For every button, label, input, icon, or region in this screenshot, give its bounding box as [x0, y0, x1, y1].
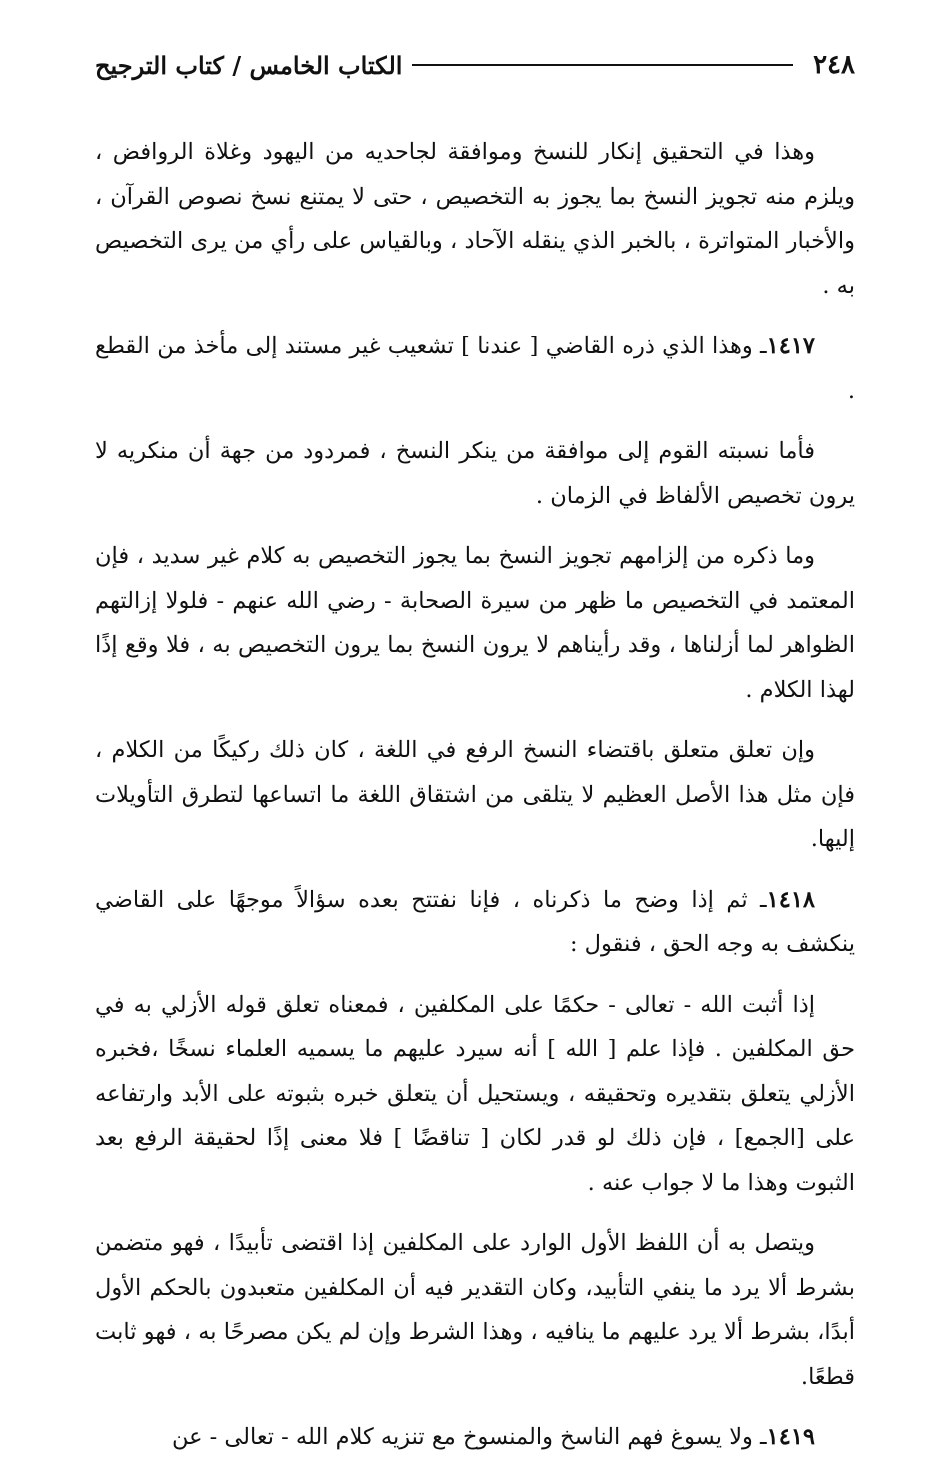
page-header [95, 40, 855, 90]
paragraph-number: ١٤١٧ [766, 333, 815, 359]
page-number: ٢٤٨ [813, 50, 855, 80]
paragraph-text: ـ ولا يسوغ فهم الناسخ والمنسوخ مع تنزيه كلام الله - تعالى - عن [171, 1424, 767, 1450]
paragraph-text: فأما نسبته القوم إلى موافقة من ينكر النسخ ، فمردود من جهة أن منكريه لا يرون تخصيص الألفاظ في الزمان . [95, 438, 855, 509]
body-text [95, 130, 855, 1460]
book-page [95, 40, 855, 1476]
paragraph-1418 [95, 878, 855, 967]
paragraph-text: وهذا في التحقيق إنكار للنسخ وموافقة لجاحديه من اليهود وغلاة الروافض ، ويلزم منه تجويز النسخ بما يجوز به التخصيص ، حتى لا يمتنع نسخ نصوص القرآن ، والأخبار المتواترة ، بالخبر الذي ينقله الآحاد ، وبالقياس على رأي من يرى التخصيص به . [95, 139, 855, 299]
paragraph-4 [95, 534, 855, 712]
paragraph-3 [95, 429, 855, 518]
paragraph-1419 [95, 1415, 855, 1460]
paragraph-1 [95, 130, 855, 308]
paragraph-number: ١٤١٨ [766, 886, 815, 913]
paragraph-text: ويتصل به أن اللفظ الأول الوارد على المكلفين إذا اقتضى تأبيدًا ، فهو متضمن بشرط ألا يرد ما ينفي التأبيد، وكان التقدير فيه أن المكلفين متعبدون بالحكم الأول أبدًا، بشرط ألا يرد عليهم ما ينافيه ، وهذا الشرط وإن لم يكن مصرحًا به ، فهو ثابت قطعًا. [95, 1230, 855, 1390]
paragraph-7 [95, 983, 855, 1206]
paragraph-text: إذا أثبت الله - تعالى - حكمًا على المكلفين ، فمعناه تعلق قوله الأزلي به في حق المكلفين . فإذا علم [ الله ] أنه سيرد عليهم ما يسميه العلماء نسخًا ،فخبره الأزلي يتعلق بتقديره وتحقيقه ، ويستحيل أن يتعلق خبره بثبوته على الأبد وارتفاعه على [الجمع] ، فإن ذلك لو قدر لكان [ تناقضًا ] فلا معنى إذًا لحقيقة الرفع بعد الثبوت وهذا ما لا جواب عنه . [95, 991, 855, 1196]
paragraph-text: وإن تعلق متعلق باقتضاء النسخ الرفع في اللغة ، كان ذلك ركيكًا من الكلام ، فإن مثل هذا الأصل العظيم لا يتلقى من اشتقاق اللغة ما اتساعها لتطرق التأويلات إليها. [95, 737, 855, 852]
running-title: الكتاب الخامس / كتاب الترجيح [95, 50, 403, 80]
paragraph-text: وما ذكره من إلزامهم تجويز النسخ بما يجوز التخصيص به كلام غير سديد ، فإن المعتمد في التخصيص ما ظهر من سيرة الصحابة - رضي الله عنهم - فلولا إزالتهم الظواهر لما أزلناها ، وقد رأيناهم لا يرون النسخ بما يرون التخصيص به ، فلا وقع إذًا لهذا الكلام . [95, 543, 855, 703]
paragraph-1417 [95, 324, 855, 413]
paragraph-text: ـ ثم إذا وضح ما ذكرناه ، فإنا نفتتح بعده سؤالاً موجهًا على القاضي ينكشف به وجه الحق ، فنقول : [95, 886, 855, 957]
paragraph-number: ١٤١٩ [766, 1424, 815, 1450]
paragraph-8 [95, 1221, 855, 1399]
paragraph-5 [95, 728, 855, 862]
paragraph-text: ـ وهذا الذي ذره القاضي [ عندنا ] تشعيب غير مستند إلى مأخذ من القطع . [95, 333, 855, 404]
header-rule [412, 64, 793, 66]
